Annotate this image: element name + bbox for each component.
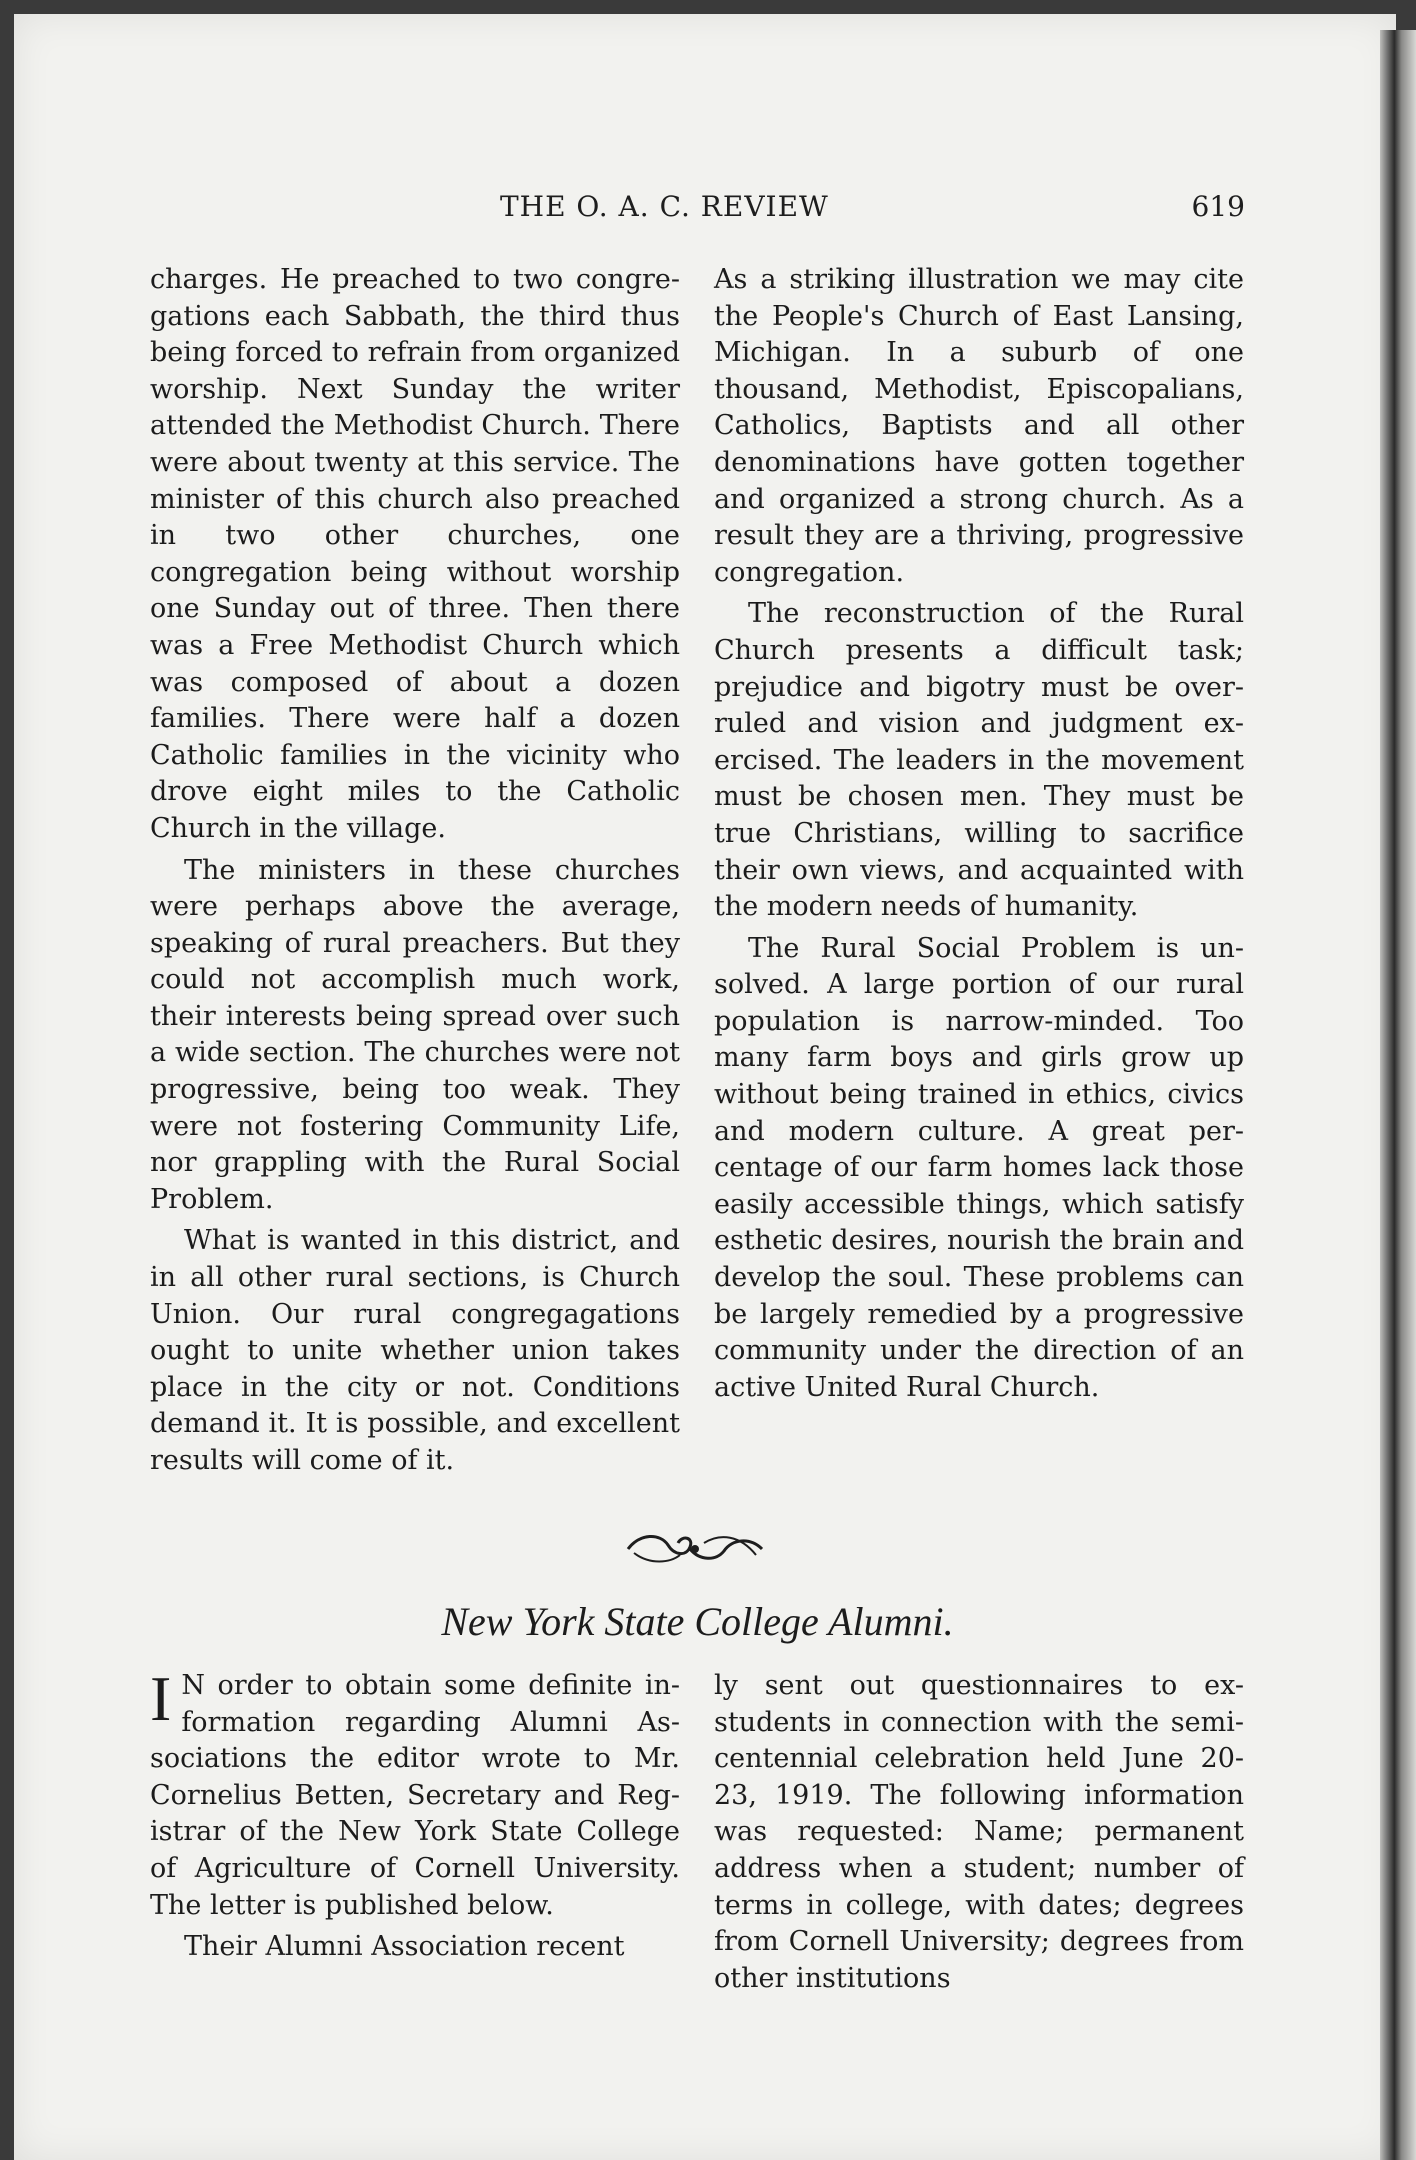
binding-edge — [1380, 30, 1416, 2160]
paragraph: The Rural Social Problem is unsolved. A large portion of our rural population is narrow-minded. Too many farm boys and girls grow up without being trained in ethics, civics and modern culture. A great percentage of our farm homes lack those easily accessible things, which satisfy esthetic desires, nourish the brain and develop the soul. These problems can be largely remedied by a progressive community under the direction of an active United Rural Church. — [714, 932, 1244, 1403]
paragraph: ly sent out questionnaires to ex-students in connection with the semi-centennial celebration held June 20-23, 1919. The following information was requested: Name; permanent address when a student; number of terms in college, with dates; degrees from Cornell University; degrees from other institutions — [714, 1670, 1244, 1994]
paragraph: Their Alumni Association recent — [184, 1931, 625, 1963]
paragraph — [150, 1663, 680, 1924]
paragraph: The reconstruction of the Rural Church presents a difficult task; prejudice and bigotry must be overruled and vision and judgment exercised. The leaders in the movement must be chosen men. They must be true Christians, willing to sacrifice their own views, and acquainted with the modern needs of humanity. — [714, 598, 1244, 923]
article2-right-column — [714, 1668, 1244, 1997]
paragraph: charges. He preached to two congregations each Sabbath, the third thus being forced to refrain from organized worship. Next Sunday the writer attended the Methodist Church. There were about twenty at this service. The minister of this church also preached in two other churches, one congregation being without worship one Sunday out of three. Then there was a Free Methodist Church which was composed of about a dozen families. There were half a dozen Catholic families in the vicinity who drove eight miles to the Catholic Church in the village. — [150, 264, 680, 844]
paragraph-text: N order to obtain some definite information regarding Alumni Associations the editor wrote to Mr. Cornelius Betten, Secretary and Registrar of the New York State College of Agriculture of Cornell University. The letter is published below. — [150, 1670, 680, 1921]
journal-title: THE O. A. C. REVIEW — [500, 190, 829, 223]
article1-right-column — [714, 262, 1244, 1406]
paragraph: What is wanted in this district, and in all other rural sections, is Church Union. Our rural congregagations ought to unite whether union takes place in the city or not. Conditions demand it. It is possible, and excellent results will come of it. — [150, 1225, 680, 1476]
section-divider-ornament — [620, 1527, 770, 1571]
running-header — [150, 190, 1245, 230]
article2-left-column — [150, 1663, 680, 1966]
paragraph: As a striking illustration we may cite the People's Church of East Lansing, Michigan. In a suburb of one thousand, Methodist, Episcopalians, Catholics, Baptists and all other denominations have gotten together and organized a strong church. As a result they are a thriving, progressive congregation. — [714, 264, 1244, 588]
drop-cap: I — [150, 1663, 172, 1734]
article2-title: New York State College Alumni. — [441, 1599, 954, 1644]
article1-left-column — [150, 262, 680, 1480]
page-number: 619 — [1191, 190, 1245, 223]
paragraph: The ministers in these churches were perhaps above the average, speaking of rural preachers. But they could not accomplish much work, their interests being spread over such a wide section. The churches were not progressive, being too weak. They were not fostering Community Life, nor grappling with the Rural Social Problem. — [150, 854, 680, 1215]
